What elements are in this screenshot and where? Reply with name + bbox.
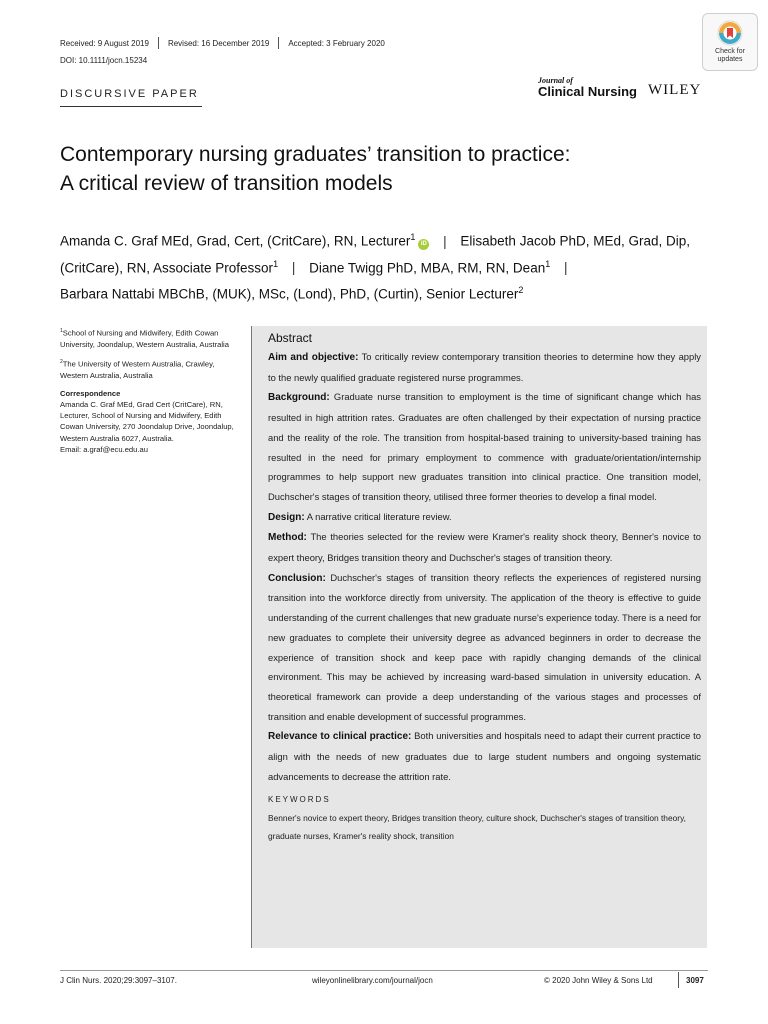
revised-date: Revised: 16 December 2019 <box>167 38 270 48</box>
affiliation-1: $^1$School of Nursing and Midwifery, Edith Cowan University, Joondalup, Western Australia, Australia <box>60 328 229 349</box>
accepted-date: Accepted: 3 February 2020 <box>288 38 385 48</box>
date-divider <box>158 37 159 49</box>
affiliation-marker: 1 <box>545 258 551 269</box>
journal-logo <box>538 76 637 99</box>
orcid-icon[interactable]: iD <box>418 239 429 250</box>
affiliation-marker: 1 <box>410 232 416 242</box>
journal-citation: J Clin Nurs. 2020;29:3097–3107. <box>60 976 177 985</box>
abstract-conclusion: Conclusion: Duchscher's stages of transition theory reflects the experiences of registered nursing transition into the workforce directly from university. The application of the theory is effective to guide understanding of the current challenges that new graduate nurse's experience today. There is a need for new graduates to complete their university degree as advanced beginners in order to decrease the experience of transition shock and keep pace with rapidly changing demands of the clinical environment. This may be achieved by increasing ward-based simulation in university education. A theoretical framework can provide a deep understanding of the various stages and processes of transition and enable development of successful programmes. <box>268 571 701 722</box>
author-name[interactable]: Barbara Nattabi MBChB, (MUK), MSc, (Lond), PhD, (Curtin), Senior Lecturer <box>60 286 519 302</box>
page-footer <box>60 970 708 994</box>
article-dates <box>60 37 385 49</box>
abstract-heading: Abstract <box>268 331 313 345</box>
correspondence-email[interactable]: Email: a.graf@ecu.edu.au <box>60 444 148 454</box>
crossmark-icon <box>717 20 743 46</box>
author-separator: | <box>291 260 296 275</box>
affiliations-column <box>60 326 240 455</box>
keywords-list: Benner's novice to expert theory, Bridges transition theory, culture shock, Duchscher's stages of transition theory, graduate nurses, Kramer's reality shock, transition <box>268 813 686 842</box>
title-line-2: A critical review of transition models <box>60 172 393 195</box>
correspondence-address: Amanda C. Graf MEd, Grad Cert (CritCare), RN, Lecturer, School of Nursing and Midwifery, Edith Cowan University, 270 Joondalup Drive, Joondalup, Western Australia 6027, Australia. <box>60 400 234 443</box>
author-separator: | <box>564 260 568 275</box>
correspondence-heading: Correspondence <box>60 388 121 398</box>
page-number: 3097 <box>686 976 704 985</box>
keywords-heading: KEYWORDS <box>268 795 331 805</box>
received-date: Received: 9 August 2019 <box>60 38 149 48</box>
journal-logo-name: Clinical Nursing <box>538 84 637 99</box>
abstract-method: Method: The theories selected for the review were Kramer's reality shock theory, Benner's novice to expert theory, Bridges transition theory and Duchscher's stages of transition theory. <box>268 531 701 564</box>
abstract-design: Design: A narrative critical literature review. <box>268 510 452 523</box>
journal-logo-small: Journal of <box>538 76 573 85</box>
abstract-relevance: Relevance to clinical practice: Both universities and hospitals need to adapt their current practice to align with the needs of new graduates due to large student numbers and ongoing systematic advancements to decrease the attrition rate. <box>268 730 701 782</box>
affiliation-marker: 1 <box>273 258 279 269</box>
author-name[interactable]: Amanda C. Graf MEd, Grad, Cert, (CritCare), RN, Lecturer <box>60 233 411 249</box>
abstract-aim: Aim and objective: To critically review contemporary transition theories to determine how they apply to the newly qualified graduate registered nurse programmes. <box>268 351 701 383</box>
author-name[interactable]: Elisabeth Jacob PhD, MEd, Grad, Dip, (CritCare), RN, Associate Professor <box>60 233 691 275</box>
check-for-updates-button[interactable] <box>702 13 758 71</box>
publisher-logo: WILEY <box>648 82 702 98</box>
affiliation-2: $^2$The University of Western Australia, Crawley, Western Australia, Australia <box>60 358 215 380</box>
author-name[interactable]: Diane Twigg PhD, MBA, RM, RN, Dean <box>309 260 546 275</box>
title-line-1: Contemporary nursing graduates’ transition to practice: <box>60 143 571 166</box>
paper-type-rule <box>60 106 202 107</box>
author-separator: | <box>443 233 447 249</box>
abstract-background: Background: Graduate nurse transition to employment is the time of significant change which has resulted in high attrition rates. Graduates are often challenged by their expectation of nursing practice and the reality of the role. The transition from hospital-based training to university-based training has resulted in the need for primary employment to commence with graduate/orientation/internship programmes to help support new graduates transition into clinical practice. One transition model, Duchscher's stages of transition theory, utilised three former theories to develop a final model. <box>268 391 701 502</box>
footer-divider <box>678 972 679 988</box>
paper-type-label: DISCURSIVE PAPER <box>60 88 199 100</box>
doi[interactable]: DOI: 10.1111/jocn.15234 <box>60 56 148 65</box>
journal-url[interactable]: wileyonlinelibrary.com/journal/jocn <box>312 976 433 985</box>
date-divider <box>278 37 279 49</box>
check-for-updates-label: Check for updates <box>715 48 745 63</box>
abstract-box <box>251 326 707 948</box>
copyright-notice: © 2020 John Wiley & Sons Ltd <box>544 976 653 985</box>
affiliation-marker: 2 <box>518 285 524 295</box>
article-title <box>60 140 710 198</box>
author-list <box>60 226 720 306</box>
